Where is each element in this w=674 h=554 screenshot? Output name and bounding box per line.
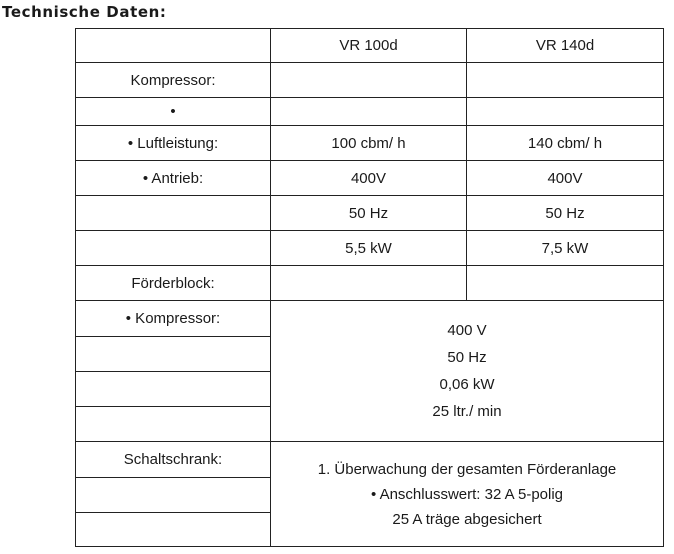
header-model-vr100d: VR 100d (271, 29, 467, 63)
schaltschrank-spec-line: 1. Überwachung der gesamten Förderanlage (317, 460, 617, 478)
kompressor-spec-line: 50 Hz (447, 349, 487, 366)
row-value-vr100d: 50 Hz (271, 196, 467, 231)
table-row (76, 231, 664, 266)
schaltschrank-spec-line: • Anschlusswert: 32 A 5-polig (370, 485, 564, 503)
row-label: Schaltschrank: (76, 442, 271, 478)
table-row (76, 126, 664, 161)
row-value-vr140d: 50 Hz (467, 196, 664, 231)
row-label: Kompressor: (76, 63, 271, 98)
technical-data-table (75, 28, 664, 547)
row-label: • Antrieb: (76, 161, 271, 196)
row-label-empty (76, 407, 271, 442)
table-row (76, 161, 664, 196)
row-value-vr140d: 7,5 kW (467, 231, 664, 266)
row-label: • Kompressor: (76, 301, 271, 337)
schaltschrank-spec-line: 25 A träge abgesichert (392, 510, 542, 528)
table-row (76, 266, 664, 301)
table-row (76, 63, 664, 98)
schaltschrank-row (76, 442, 664, 478)
kompressor-spec-line: 400 V (447, 322, 487, 339)
row-label: • (76, 98, 271, 126)
row-label-empty (76, 337, 271, 372)
table-row (76, 196, 664, 231)
row-value-vr100d (271, 63, 467, 98)
row-label-empty (76, 513, 271, 547)
row-value-vr100d (271, 266, 467, 301)
table-row (76, 98, 664, 126)
header-model-vr140d: VR 140d (467, 29, 664, 63)
row-value-vr140d (467, 98, 664, 126)
table-header-row (76, 29, 664, 63)
row-value-vr140d (467, 63, 664, 98)
row-label (76, 196, 271, 231)
schaltschrank-specs-cell (271, 442, 664, 547)
row-value-vr140d (467, 266, 664, 301)
row-value-vr100d: 5,5 kW (271, 231, 467, 266)
kompressor-spec-line: 25 ltr./ min (432, 403, 502, 420)
row-label-empty (76, 478, 271, 513)
row-label-empty (76, 372, 271, 407)
row-value-vr100d: 100 cbm/ h (271, 126, 467, 161)
row-value-vr100d: 400V (271, 161, 467, 196)
kompressor-spec-line: 0,06 kW (439, 376, 495, 393)
row-value-vr140d: 400V (467, 161, 664, 196)
kompressor-row (76, 301, 664, 337)
row-value-vr100d (271, 98, 467, 126)
kompressor-specs-cell (271, 301, 664, 442)
row-value-vr140d: 140 cbm/ h (467, 126, 664, 161)
section-heading: Technische Daten: (2, 3, 167, 21)
row-label: Förderblock: (76, 266, 271, 301)
row-label (76, 231, 271, 266)
header-label-cell (76, 29, 271, 63)
row-label: • Luftleistung: (76, 126, 271, 161)
